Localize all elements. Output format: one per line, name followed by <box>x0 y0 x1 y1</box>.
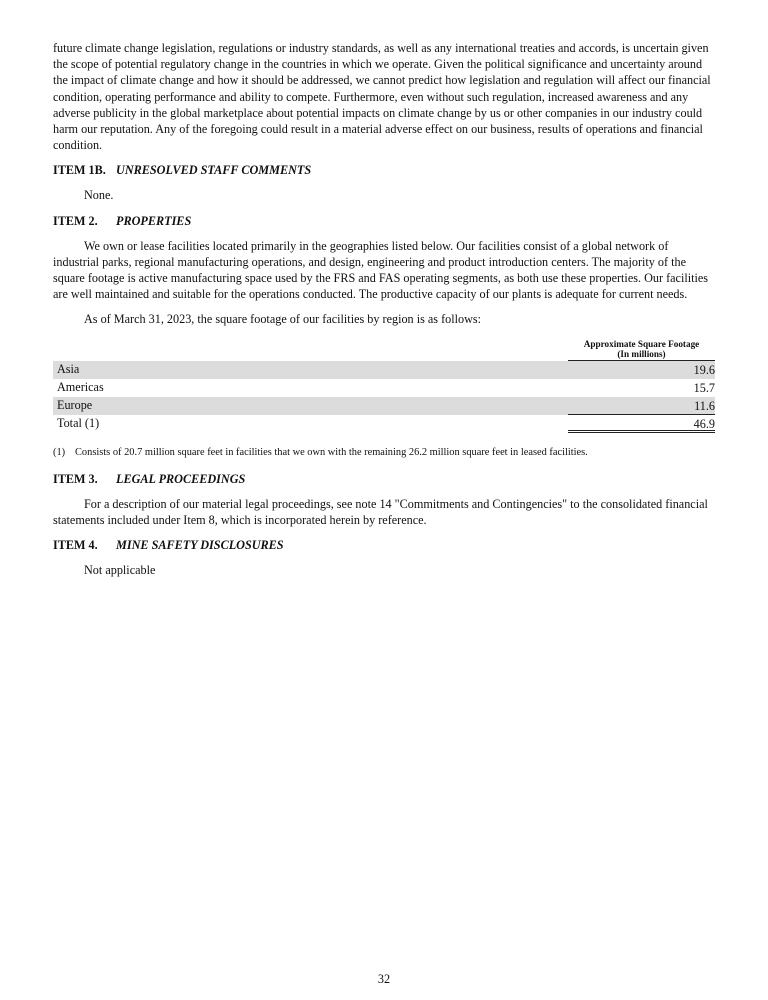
square-footage-table <box>53 339 715 433</box>
table-row-americas <box>53 379 715 397</box>
document-page <box>53 40 715 587</box>
item-3-number: ITEM 3. <box>53 471 98 486</box>
item-2-title: PROPERTIES <box>116 213 192 228</box>
row-label: Total (1) <box>57 416 100 431</box>
item-4-heading <box>53 537 715 553</box>
item-3-heading <box>53 471 715 487</box>
table-row-total <box>53 415 715 433</box>
column-header-line2: (In millions) <box>617 348 666 359</box>
footnote-text: Consists of 20.7 million square feet in facilities that we own with the remaining 26.2 million square feet in leased facilities. <box>75 446 588 458</box>
row-label: Americas <box>57 380 104 395</box>
column-header-line1: Approximate Square Footage <box>583 338 700 349</box>
item-2-heading <box>53 213 715 229</box>
item-4-number: ITEM 4. <box>53 538 98 553</box>
item-1b-title: UNRESOLVED STAFF COMMENTS <box>116 163 312 178</box>
item-1b-body: None. <box>84 188 114 203</box>
row-value: 11.6 <box>568 397 715 415</box>
table-intro: As of March 31, 2023, the square footage of our facilities by region is as follows: <box>84 312 482 327</box>
intro-paragraph: future climate change legislation, regulations or industry standards, as well as any international treaties and accords, is uncertain given the scope of potential regulatory change in the countries in which we operate. Given the political significance and uncertainty around the impact of climate change and how it should be addressed, we cannot predict how legislation and regulation will affect our financial condition, operating performance and ability to compete. Furthermore, even without such regulation, increased awareness and any adverse publicity in the global marketplace about potential impacts on climate change by us or other companies in our industry could harm our reputation. Any of the foregoing could result in a material adverse effect on our business, results of operations and financial condition. <box>53 41 711 153</box>
column-header <box>568 339 715 361</box>
item-4-body: Not applicable <box>84 563 156 578</box>
row-value: 19.6 <box>693 362 715 377</box>
page-number: 32 <box>377 972 391 986</box>
item-3-title: LEGAL PROCEEDINGS <box>116 471 246 486</box>
item-3-body: For a description of our material legal proceedings, see note 14 "Commitments and Contingencies" to the consolidated financial statements included under Item 8, which is incorporated herein by reference. <box>53 496 708 527</box>
table-header <box>53 339 715 361</box>
table-row-asia <box>53 361 715 379</box>
row-label: Asia <box>57 362 80 377</box>
item-4-title: MINE SAFETY DISCLOSURES <box>116 538 284 553</box>
item-2-number: ITEM 2. <box>53 213 98 228</box>
item-1b-number: ITEM 1B. <box>53 163 106 178</box>
row-value: 46.9 <box>568 415 715 433</box>
table-row-europe <box>53 397 715 415</box>
item-2-body: We own or lease facilities located primarily in the geographies listed below. Our facilities consist of a global network of industrial parks, regional manufacturing operations, and design, engineering and product introduction centers. The majority of the square footage is active manufacturing space used by the FRS and FAS operating segments, as both use these properties. Our facilities are well maintained and suitable for the operations conducted. The productive capacity of our plants is adequate for current needs. <box>53 238 709 302</box>
item-1b-heading <box>53 162 715 178</box>
row-value: 15.7 <box>693 380 715 395</box>
footnote-mark: (1) <box>53 446 66 458</box>
table-footnote <box>53 446 715 460</box>
row-label: Europe <box>57 398 93 413</box>
